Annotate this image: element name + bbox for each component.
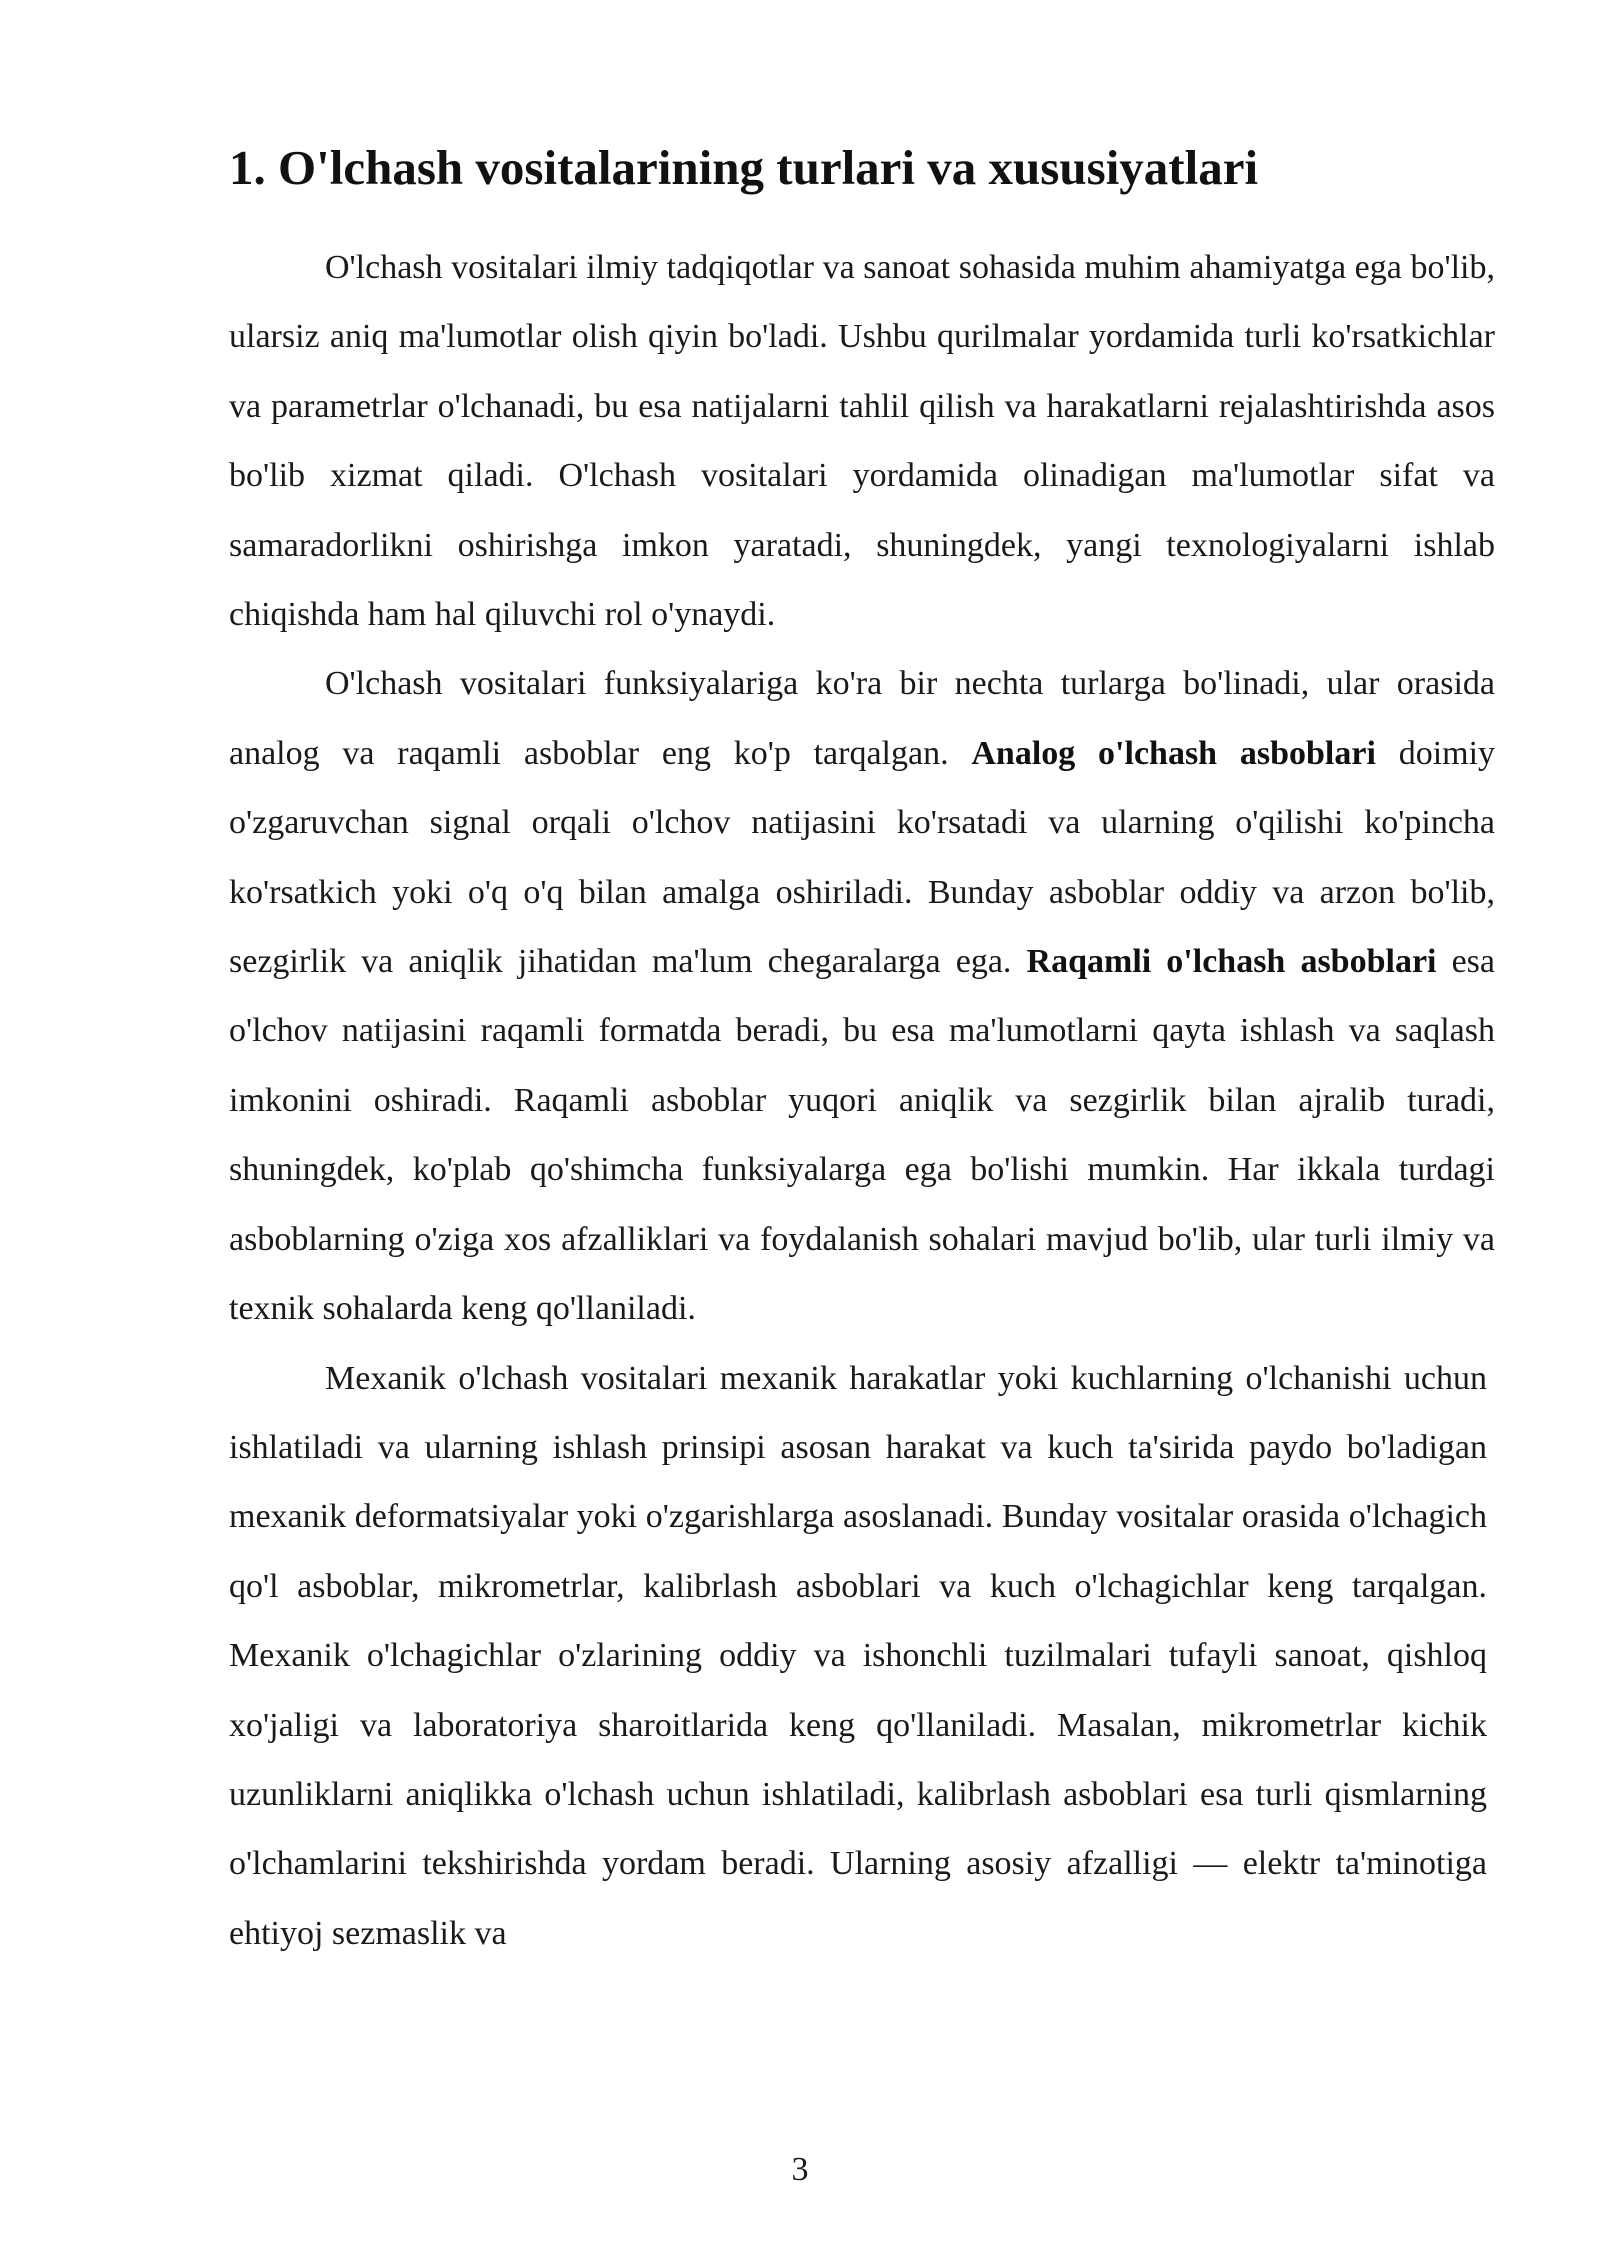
- document-body: [229, 233, 1495, 1968]
- paragraph-2-text-1: O'lchash vositalari funksiyalariga ko'ra bir nechta turlarga bo'linadi, ular orasida analog va raqamli asboblar eng ko'p tarqalgan.: [229, 665, 1495, 772]
- page-number: 3: [791, 2151, 809, 2188]
- paragraph-2-text-2: doimiy o'zgaruvchan signal orqali o'lchov natijasini ko'rsatadi va ularning o'qilishi ko'pincha ko'rsatkich yoki o'q o'q bilan amalga oshiriladi. Bunday asboblar oddiy va arzon bo'lib, sezgirlik va aniqlik jihatidan ma'lum chegaralarga ega.: [229, 734, 1496, 981]
- paragraph-2-text-3: esa o'lchov natijasini raqamli formatda beradi, bu esa ma'lumotlarni qayta ishlash va saqlash imkonini oshiradi. Raqamli asboblar yuqori aniqlik va sezgirlik bilan ajralib turadi, shuningdek, ko'plab qo'shimcha funksiyalarga ega bo'lishi mumkin. Har ikkala turdagi asboblarning o'ziga xos afzalliklari va foydalanish sohalari mavjud bo'lib, ular turli ilmiy va texnik sohalarda keng qo'llaniladi.: [229, 943, 1496, 1328]
- paragraph-3: Mexanik o'lchash vositalari mexanik harakatlar yoki kuchlarning o'lchanishi uchun ishlatiladi va ularning ishlash prinsipi asosan harakat va kuch ta'sirida paydo bo'ladigan mexanik deformatsiyalar yoki o'zgarishlarga asoslanadi. Bunday vositalar orasida o'lchagich qo'l asboblar, mikrometrlar, kalibrlash asboblari va kuch o'lchagichlar keng tarqalgan. Mexanik o'lchagichlar o'zlarining oddiy va ishonchli tuzilmalari tufayli sanoat, qishloq xo'jaligi va laboratoriya sharoitlarida keng qo'llaniladi. Masalan, mikrometrlar kichik uzunliklarni aniqlikka o'lchash uchun ishlatiladi, kalibrlash asboblari esa turli qismlarning o'lchamlarini tekshirishda yordam beradi. Ularning asosiy afzalligi — elektr ta'minotiga ehtiyoj sezmaslik va: [229, 1359, 1487, 1952]
- analog-instruments-term: Analog o'lchash asboblari: [971, 734, 1376, 772]
- digital-instruments-term: Raqamli o'lchash asboblari: [1026, 943, 1437, 981]
- paragraph-1: O'lchash vositalari ilmiy tadqiqotlar va sanoat sohasida muhim ahamiyatga ega bo'lib, ularsiz aniq ma'lumotlar olish qiyin bo'ladi. Ushbu qurilmalar yordamida turli ko'rsatkichlar va parametrlar o'lchanadi, bu esa natijalarni tahlil qilish va harakatlarni rejalashtirishda asos bo'lib xizmat qiladi. O'lchash vositalari yordamida olinadigan ma'lumotlar sifat va samaradorlikni oshirishga imkon yaratadi, shuningdek, yangi texnologiyalarni ishlab chiqishda ham hal qiluvchi rol o'ynaydi.: [229, 249, 1495, 634]
- section-heading: 1. O'lchash vositalarining turlari va xususiyatlari: [229, 140, 1259, 195]
- paragraph-2: [229, 649, 1495, 1343]
